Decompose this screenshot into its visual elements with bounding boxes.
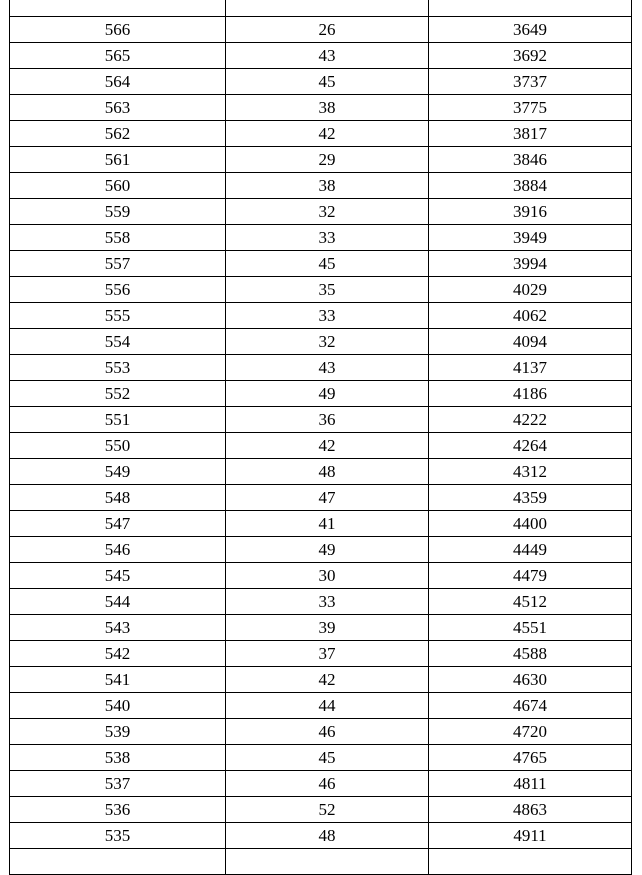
count-cell: 38 (226, 173, 429, 199)
cumulative-cell: 4512 (429, 589, 632, 615)
table-row (10, 459, 632, 485)
count-cell: 49 (226, 537, 429, 563)
count-cell: 39 (226, 615, 429, 641)
count-cell: 45 (226, 251, 429, 277)
cumulative-cell: 3817 (429, 121, 632, 147)
count-cell: 33 (226, 303, 429, 329)
cumulative-cell: 4186 (429, 381, 632, 407)
table-row (10, 303, 632, 329)
table-row (10, 407, 632, 433)
score-cell: 550 (10, 433, 226, 459)
count-cell: 48 (226, 459, 429, 485)
table-row (10, 17, 632, 43)
table-row (10, 173, 632, 199)
count-cell: 44 (226, 693, 429, 719)
count-cell: 43 (226, 355, 429, 381)
cumulative-cell: 4863 (429, 797, 632, 823)
score-cell: 557 (10, 251, 226, 277)
table-row (10, 771, 632, 797)
cumulative-cell: 3775 (429, 95, 632, 121)
score-cell: 547 (10, 511, 226, 537)
score-cell: 535 (10, 823, 226, 849)
cumulative-cell: 4359 (429, 485, 632, 511)
cumulative-cell (429, 849, 632, 875)
table-row (10, 667, 632, 693)
table-row (10, 615, 632, 641)
count-cell: 37 (226, 641, 429, 667)
count-cell: 35 (226, 277, 429, 303)
cumulative-cell: 3737 (429, 69, 632, 95)
count-cell: 49 (226, 381, 429, 407)
score-cell (10, 849, 226, 875)
score-cell: 544 (10, 589, 226, 615)
table-row (10, 719, 632, 745)
cumulative-cell: 3846 (429, 147, 632, 173)
score-cell: 541 (10, 667, 226, 693)
cumulative-cell: 4674 (429, 693, 632, 719)
count-cell: 38 (226, 95, 429, 121)
cumulative-cell: 3994 (429, 251, 632, 277)
score-cell: 560 (10, 173, 226, 199)
cumulative-cell: 4312 (429, 459, 632, 485)
count-cell: 36 (226, 407, 429, 433)
count-cell: 45 (226, 745, 429, 771)
score-cell: 566 (10, 17, 226, 43)
score-cell: 564 (10, 69, 226, 95)
count-cell: 48 (226, 823, 429, 849)
table-row (10, 823, 632, 849)
cumulative-cell: 4062 (429, 303, 632, 329)
count-cell: 45 (226, 69, 429, 95)
count-cell: 33 (226, 225, 429, 251)
table-row (10, 537, 632, 563)
count-cell: 42 (226, 121, 429, 147)
table-row (10, 849, 632, 875)
cumulative-cell: 4479 (429, 563, 632, 589)
count-cell: 42 (226, 667, 429, 693)
count-cell: 32 (226, 329, 429, 355)
cumulative-cell: 4137 (429, 355, 632, 381)
table-row (10, 381, 632, 407)
table-row (10, 225, 632, 251)
table-row (10, 589, 632, 615)
cumulative-cell: 4222 (429, 407, 632, 433)
score-cell: 538 (10, 745, 226, 771)
count-cell: 42 (226, 433, 429, 459)
cumulative-cell: 4094 (429, 329, 632, 355)
score-cell: 552 (10, 381, 226, 407)
count-cell: 46 (226, 719, 429, 745)
count-cell: 32 (226, 199, 429, 225)
cumulative-cell: 4264 (429, 433, 632, 459)
table-row (10, 797, 632, 823)
count-cell: 52 (226, 797, 429, 823)
cumulative-cell: 4720 (429, 719, 632, 745)
score-cell (10, 0, 226, 17)
score-cell: 539 (10, 719, 226, 745)
table-row (10, 199, 632, 225)
cumulative-cell: 4551 (429, 615, 632, 641)
score-cell: 543 (10, 615, 226, 641)
score-cell: 540 (10, 693, 226, 719)
score-cell: 561 (10, 147, 226, 173)
cumulative-cell: 4911 (429, 823, 632, 849)
count-cell: 30 (226, 563, 429, 589)
table-row (10, 329, 632, 355)
cumulative-cell: 4811 (429, 771, 632, 797)
table-row (10, 251, 632, 277)
score-cell: 553 (10, 355, 226, 381)
score-cell: 548 (10, 485, 226, 511)
count-cell (226, 849, 429, 875)
cumulative-cell: 4588 (429, 641, 632, 667)
table-row (10, 277, 632, 303)
table-row (10, 0, 632, 17)
table-row (10, 745, 632, 771)
table-row (10, 433, 632, 459)
count-cell: 26 (226, 17, 429, 43)
score-cell: 565 (10, 43, 226, 69)
table-row (10, 563, 632, 589)
cumulative-cell: 3649 (429, 17, 632, 43)
score-table (9, 0, 632, 875)
table-row (10, 511, 632, 537)
count-cell: 47 (226, 485, 429, 511)
score-cell: 549 (10, 459, 226, 485)
score-cell: 554 (10, 329, 226, 355)
count-cell: 43 (226, 43, 429, 69)
cumulative-cell (429, 0, 632, 17)
cumulative-cell: 4029 (429, 277, 632, 303)
table-row (10, 355, 632, 381)
score-cell: 542 (10, 641, 226, 667)
cumulative-cell: 4449 (429, 537, 632, 563)
cumulative-cell: 3949 (429, 225, 632, 251)
table-row (10, 121, 632, 147)
score-cell: 537 (10, 771, 226, 797)
count-cell: 46 (226, 771, 429, 797)
count-cell (226, 0, 429, 17)
score-cell: 562 (10, 121, 226, 147)
cumulative-cell: 3884 (429, 173, 632, 199)
count-cell: 33 (226, 589, 429, 615)
cumulative-cell: 4400 (429, 511, 632, 537)
score-cell: 545 (10, 563, 226, 589)
count-cell: 41 (226, 511, 429, 537)
score-table-body (10, 0, 632, 875)
score-cell: 563 (10, 95, 226, 121)
score-cell: 558 (10, 225, 226, 251)
score-cell: 536 (10, 797, 226, 823)
score-cell: 556 (10, 277, 226, 303)
table-row (10, 95, 632, 121)
score-cell: 551 (10, 407, 226, 433)
score-cell: 559 (10, 199, 226, 225)
count-cell: 29 (226, 147, 429, 173)
cumulative-cell: 4630 (429, 667, 632, 693)
table-row (10, 641, 632, 667)
table-row (10, 43, 632, 69)
table-row (10, 69, 632, 95)
table-row (10, 485, 632, 511)
table-row (10, 693, 632, 719)
cumulative-cell: 4765 (429, 745, 632, 771)
score-cell: 555 (10, 303, 226, 329)
table-row (10, 147, 632, 173)
cumulative-cell: 3916 (429, 199, 632, 225)
cumulative-cell: 3692 (429, 43, 632, 69)
score-cell: 546 (10, 537, 226, 563)
